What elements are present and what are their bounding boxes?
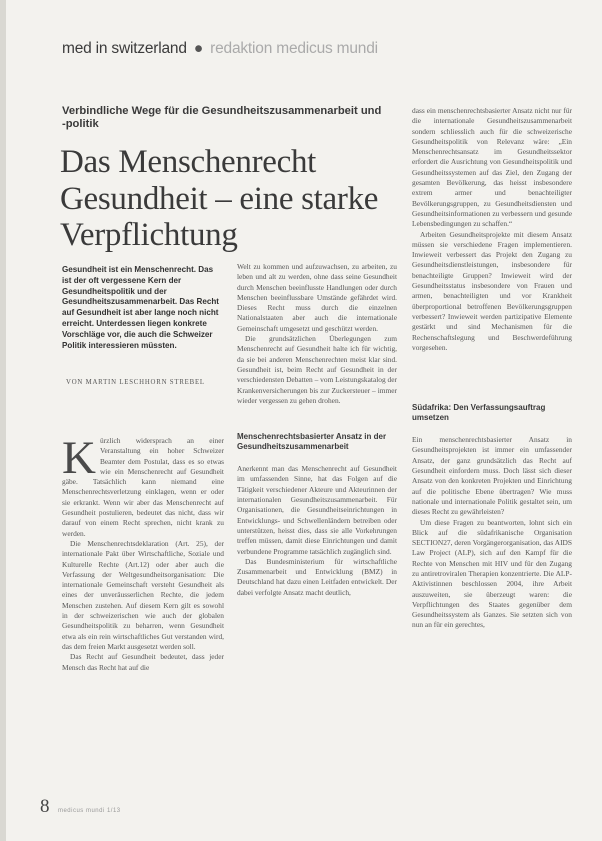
- paragraph: Ein menschenrechtsbasierter Ansatz in Gesundheitsprojekten ist immer ein umfassender Ansatz, der ganz grundsätzlich das Recht auf Gesundheit einfordern muss. Doch lässt sich dieser Ansatz von den konkreten Projekten und Einrichtung auf die politische Ebene übertragen? Wie muss nationale und internationale Politik gestaltet sein, um dieses Recht zu gewährleisten?: [412, 435, 572, 517]
- page-footer: [40, 796, 121, 818]
- editorial-label: redaktion medicus mundi: [210, 40, 378, 57]
- section-header: [62, 40, 378, 58]
- subheading: Menschenrechtsbasierter Ansatz in der Gesundheitszusammenarbeit: [237, 432, 387, 452]
- paragraph: Das Recht auf Gesundheit bedeutet, dass jeder Mensch das Recht hat auf die: [62, 652, 224, 672]
- section-label: med in switzerland: [62, 40, 187, 57]
- paragraph: dass ein menschenrechtsbasierter Ansatz nicht nur für die internationale Gesundheitszusammenarbeit sondern schliesslich auch für die schweizerische Gesundheitspolitik von Relevanz wäre: „Ein Menschenrechtsansatz im Gesundheitssektor erfordert die Ausrichtung von Gesundheitspolitik und Gesundheitssystemen auf das Ziel, den Zugang der gesamten Bevölkerung, das heisst insbesondere extrem armer und benachteiligter Bevölkerungsgruppen, zu Gesundheitsdiensten und Gesundheitsinformationen zu verbessern und gesunde Lebensbedingungen zu schaffen.“: [412, 106, 572, 229]
- article-title: Das Menschenrecht Gesundheit – eine starke Verpflichtung: [60, 144, 379, 253]
- paragraph: Das Bundesministerium für wirtschaftliche Zusammenarbeit und Entwicklung (BMZ) in Deutschland hat dazu einen Leitfaden entwickelt. Der dabei verfolgte Ansatz macht deutlich,: [237, 556, 397, 597]
- separator-dot: ●: [193, 40, 204, 57]
- page-number: 8: [40, 796, 50, 817]
- paragraph: Anerkennt man das Menschenrecht auf Gesundheit im umfassenden Sinne, hat das Folgen auf die Tätigkeit verschiedener Akteure und Akteurinnen der internationalen Gesundheitszusammenarbeit. Für Organisationen, die Gesundheitseinrichtungen in Entwicklungs- und Schwellenländern betreiben oder unterstützen, heisst dies, dass sie alle Vorkehrungen treffen müssen, damit diese Einrichtungen und damit verbundene Programme tatsächlich zugänglich sind.: [237, 464, 397, 556]
- column-3: [412, 106, 572, 631]
- paragraph-text: ürzlich widersprach an einer Veranstaltung ein hoher Schweizer Beamter dem Postulat, dass es so etwas wie ein Menschenrecht auf Gesundheit gäbe. Tatsächlich kann niemand eine Menschenrechtsverletzung einklagen, wenn er oder sie erkrankt. Wenn wir aber das Menschenrecht auf Gesundheit postulieren, bedeutet das nicht, dass wir darauf von einem Recht sprechen, nicht krank zu werden.: [62, 436, 224, 538]
- article-kicker: Verbindliche Wege für die Gesundheitszusammenarbeit und -politik: [62, 105, 382, 130]
- paragraph: [62, 432, 224, 539]
- paragraph: Um diese Fragen zu beantworten, lohnt sich ein Blick auf die südafrikanische Organisation SECTION27, deren Vorgängerorganisation, das AIDS Law Project (ALP), sich auf den Kampf für die Rechte von Menschen mit HIV und für den Zugang zu antiretroviralen Therapien konzentrierte. Die ALP-Aktivistinnen beschlossen 2004, ihre Arbeit auszuweiten, sie überzeugt waren: die Verpflichtungen des Staates gegenüber dem Gesundheitssystem als Ganzes. Sie setzten sich von nun an für ein gerechtes,: [412, 517, 572, 630]
- page-edge: [0, 0, 6, 841]
- paragraph: Welt zu kommen und aufzuwachsen, zu arbeiten, zu leben und alt zu werden, ohne dass seine Gesundheit durch Menschen beeinflusste Handlungen oder durch Menschen beeinflussbare Umstände gefährdet wird. Dieses Recht muss durch die einzelnen Nationalstaaten aber auch die internationale Gemeinschaft umgesetzt und geschützt werden.: [237, 262, 397, 333]
- article-author: VON MARTIN LESCHHORN STREBEL: [66, 379, 205, 386]
- column-1: [62, 432, 224, 673]
- drop-cap: K: [62, 432, 96, 484]
- article-lead: Gesundheit ist ein Menschenrecht. Das ist der oft vergessene Kern der Gesundheitspolitik und der Gesundheitszusammenarbeit. Das Recht auf Gesundheit ist aber lange noch nicht erreicht. Unterdessen liegen konkrete Vorschläge vor, die auch die Schweizer Politik interessieren müssten.: [62, 265, 219, 350]
- column-2: [237, 262, 397, 598]
- paragraph: Die Menschenrechtsdeklaration (Art. 25), der internationale Pakt über Wirtschaftliche, Soziale und Kulturelle Rechte (Art.12) oder aber auch die Verfassung der Weltgesundheitsorganisation: Die internationale Gemeinschaft versteht Gesundheit als eines der unveräusserlichen Rechte, die jedem Menschen zustehen. Auf diesem Kern gilt es sowohl in der schweizerischen wie auch der globalen Gesundheitspolitik zu beharren, wenn Gesundheit etwa als ein rein wirtschaftliches Gut verstanden wird, das dem freien Markt ausgesetzt werden soll.: [62, 538, 224, 651]
- publication-source: medicus mundi 1/13: [57, 808, 121, 814]
- paragraph: Arbeiten Gesundheitsprojekte mit diesem Ansatz müssen sie verschiedene Fragen implementieren. Inwieweit verbessert das Projekt den Zugang zu Gesundheitsdienstleistungen, insbesondere für benachteiligte Gruppen? Inwieweit wird der Gesundheitsstatus insbesondere von Frauen und armen, benachteiligten und vor Krankheit überproportional betroffenen Bevölkerungsgruppen verbessert? Inwieweit werden partizipative Elemente gestärkt und sind Mechanismen für die Rechenschaftslegung und Beschwerdeführung vorgesehen.: [412, 229, 572, 352]
- subheading: Südafrika: Den Verfassungsauftrag umsetzen: [412, 403, 546, 423]
- paragraph: Die grundsätzlichen Überlegungen zum Menschenrecht auf Gesundheit halte ich für wichtig, da sie bei anderen Menschenrechten meist klar sind. Gesundheit ist, beim Recht auf Gesundheit in der verschiedensten Debatten – vom Leistungskatalog der Krankenversicherungen bis zur Zuckersteuer – immer wieder vergessen zu gehen drohen.: [237, 334, 397, 405]
